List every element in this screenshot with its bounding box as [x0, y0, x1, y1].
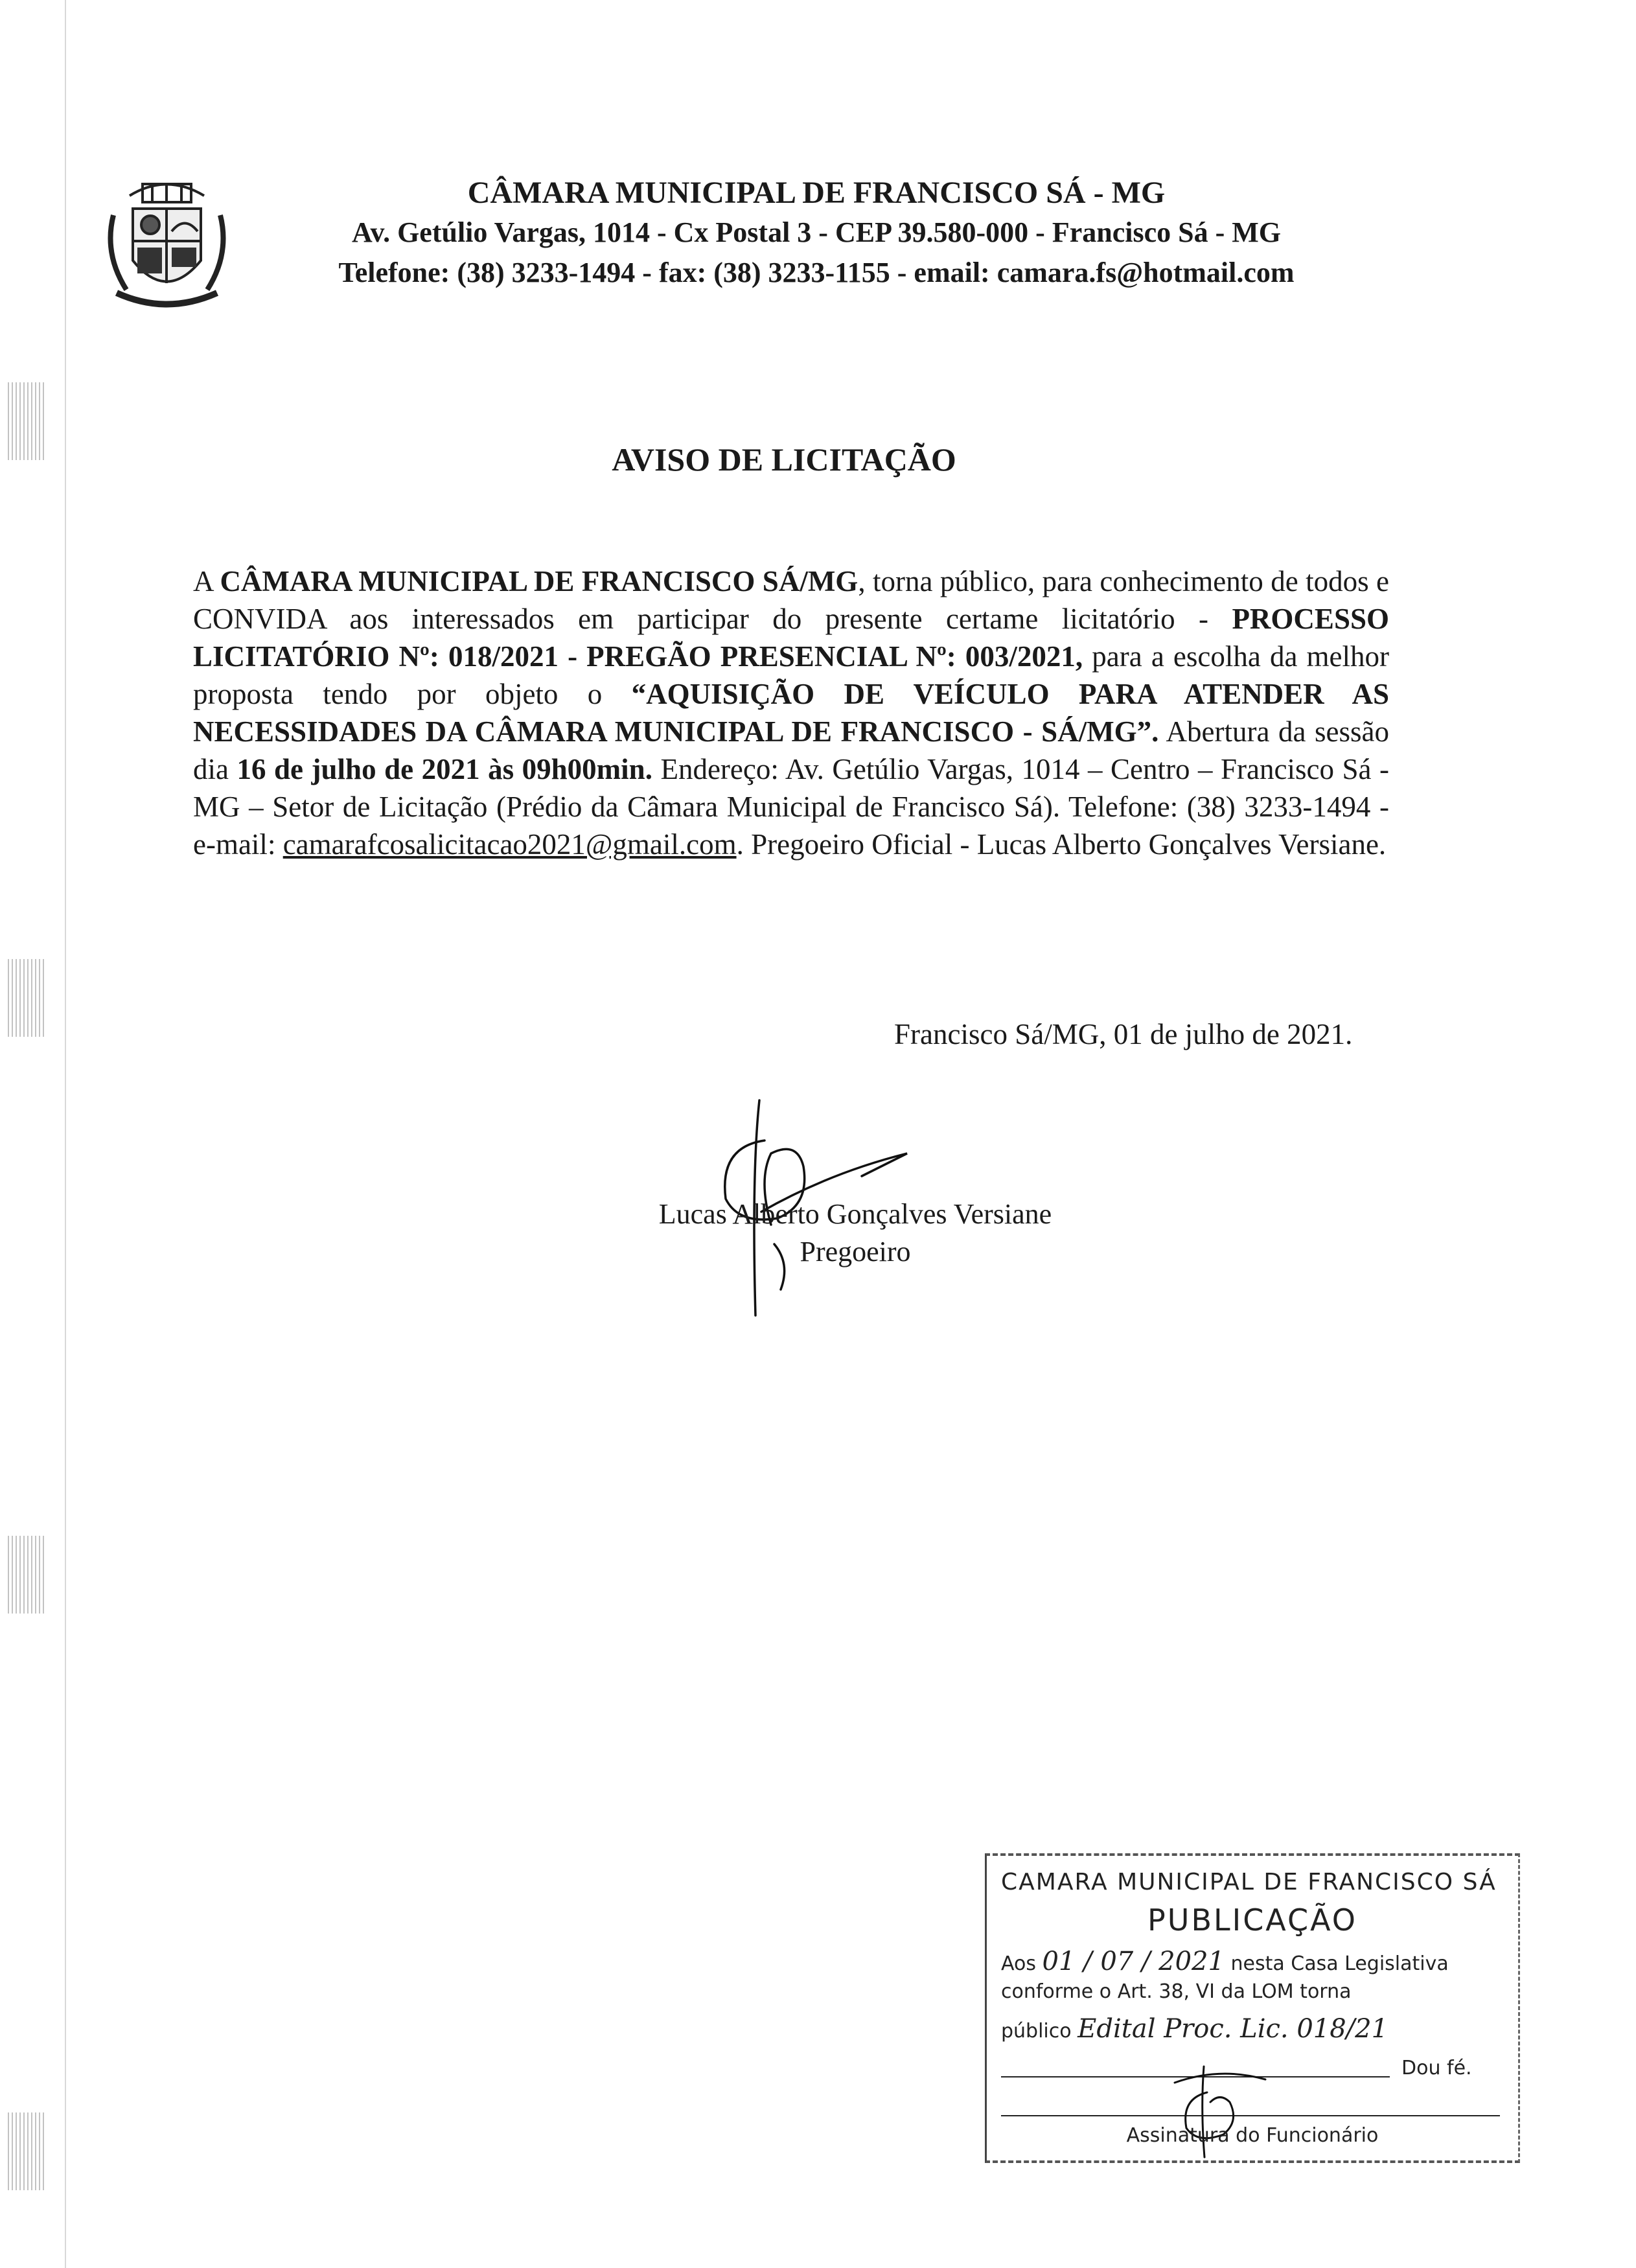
stamp-dou-fe: Dou fé.: [1401, 2057, 1472, 2079]
institution-contact: Telefone: (38) 3233-1494 - fax: (38) 3233-1155 - email: camara.fs@hotmail.com: [338, 257, 1295, 288]
notice-process-number: PROCESSO LICITATÓRIO Nº: 018/2021 - PREGÃO PRESENCIAL Nº: 003/2021,: [193, 603, 1389, 673]
signer-name: Lucas Alberto Gonçalves Versiane: [658, 1198, 1052, 1230]
scan-noise-mark: [8, 959, 47, 1037]
notice-text: . Pregoeiro Oficial - Lucas Alberto Gonçalves Versiane.: [736, 828, 1387, 861]
signer-block: [570, 1196, 1140, 1271]
scan-noise-mark: [8, 2112, 47, 2190]
publication-stamp: [985, 1853, 1520, 2163]
stamp-aos-tail: nesta Casa Legislativa: [1230, 1952, 1449, 1975]
notice-object: “AQUISIÇÃO DE VEÍCULO PARA ATENDER AS NECESSIDADES DA CÂMARA MUNICIPAL DE FRANCISCO - SÁ/MG”.: [193, 678, 1389, 748]
stamp-handwritten-date: 01 / 07 / 2021: [1042, 1947, 1225, 1976]
notice-text: para a escolha da melhor proposta tendo por objeto o: [193, 640, 1389, 710]
signer-role: Pregoeiro: [800, 1236, 911, 1267]
notice-body: [193, 562, 1389, 863]
notice-text: , torna público, para conhecimento de todos e CONVIDA aos interessados em participar do presente certame licitatório -: [193, 565, 1389, 635]
stamp-institution: CAMARA MUNICIPAL DE FRANCISCO SÁ: [1001, 1869, 1497, 1895]
notice-text: Endereço: Av. Getúlio Vargas, 1014 – Centro – Francisco Sá - MG – Setor de Licitação (Prédio da Câmara Municipal de Francisco Sá). Telefone: (38) 3233-1494 - e-mail:: [193, 753, 1389, 861]
scan-edge-line: [65, 0, 66, 2268]
stamp-publico-line: [1001, 2014, 1388, 2044]
institution-address: Av. Getúlio Vargas, 1014 - Cx Postal 3 - CEP 39.580-000 - Francisco Sá - MG: [352, 216, 1281, 248]
stamp-handwritten-subject: Edital Proc. Lic. 018/21: [1077, 2014, 1388, 2044]
letterhead: [272, 174, 1361, 293]
stamp-publico-label: público: [1001, 2020, 1072, 2042]
stamp-footer: Assinatura do Funcionário: [1126, 2124, 1379, 2147]
stamp-aos-label: Aos: [1001, 1952, 1036, 1975]
municipal-crest-icon: [97, 170, 236, 316]
notice-institution-bold: CÂMARA MUNICIPAL DE FRANCISCO SÁ/MG: [220, 565, 858, 597]
notice-text: A: [193, 565, 220, 597]
scan-noise-mark: [8, 1536, 47, 1614]
notice-text: Abertura da sessão dia: [193, 715, 1389, 785]
stamp-legal-line: conforme o Art. 38, VI da LOM torna: [1001, 1980, 1352, 2003]
stamp-title: PUBLICAÇÃO: [1147, 1903, 1357, 1938]
stamp-date-line: [1001, 1947, 1449, 1976]
document-date: Francisco Sá/MG, 01 de julho de 2021.: [894, 1018, 1353, 1050]
document-title: AVISO DE LICITAÇÃO: [612, 441, 956, 478]
notice-email-link[interactable]: camarafcosalicitacao2021@gmail.com: [282, 828, 737, 861]
institution-name: CÂMARA MUNICIPAL DE FRANCISCO SÁ - MG: [467, 176, 1166, 210]
notice-session-date: 16 de julho de 2021 às 09h00min.: [236, 753, 652, 785]
